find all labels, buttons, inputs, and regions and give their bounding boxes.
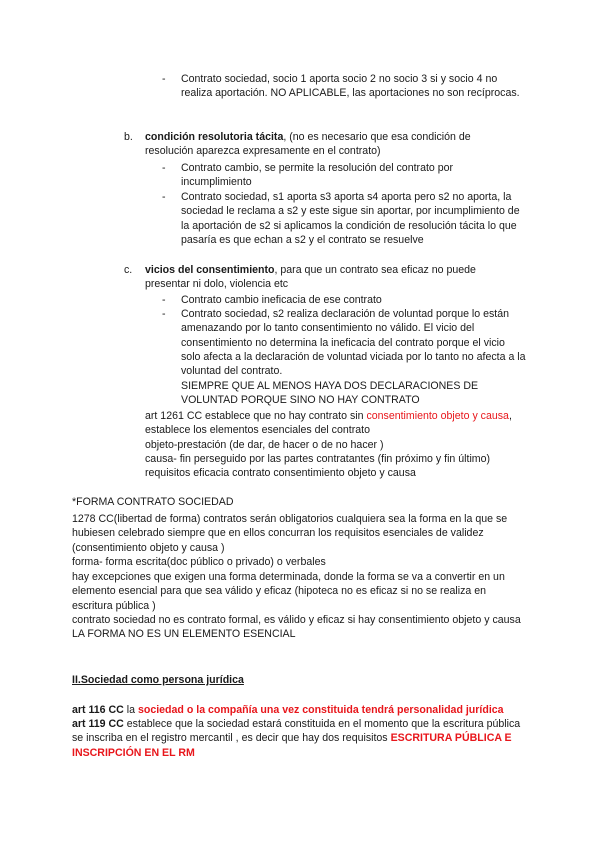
forma-p4-text: contrato sociedad no es contrato formal, es válido y eficaz si hay consentimiento objeto y causa LA FORMA NO ES UN ELEMENTO ESENCIAL [72, 614, 521, 641]
item-b-title: condición resolutoria tácita [145, 131, 284, 143]
list-item-c [124, 263, 497, 292]
bullet-dash: - [162, 191, 166, 203]
bullet-text: Contrato sociedad, socio 1 aporta socio 2 no socio 3 si y socio 4 no realiza aportación. NO APLICABLE, las aportaciones no son recíprocas. [181, 73, 520, 100]
bullet-text: Contrato sociedad, s2 realiza declaración de voluntad porque lo están amenazando por lo tanto consentimiento no válido. El vicio del consentimiento no determina la ineficacia del contrato porque el vicio solo afecta a la declaración de voluntad viciada por lo tanto no afecta a la voluntad del contrato. [181, 308, 526, 378]
forma-paragraph-excepciones [72, 570, 528, 613]
item-c-title: vicios del consentimiento [145, 264, 275, 276]
forma-heading [72, 495, 528, 509]
forma-p1-text: 1278 CC(libertad de forma) contratos serán obligatorios cualquiera sea la forma en la que se hubiesen celebrado siempre que en ellos concurran los requisitos esenciales de validez (consentimiento objeto y causa ) [72, 513, 508, 554]
bullet-dash: - [162, 162, 166, 174]
bullet-dash: - [162, 308, 166, 320]
art-1261-rest: , establece los elementos esenciales del contrato [145, 410, 512, 437]
objeto-text: objeto-prestación (de dar, de hacer o de no hacer ) [145, 439, 384, 451]
section-heading-text: II.Sociedad como persona jurídica [72, 674, 244, 686]
forma-p3-text: hay excepciones que exigen una forma determinada, donde la forma se va a convertir en un elemento esencial para que sea válido y eficaz (hipoteca no es eficaz si no se realiza en escritura pública ) [72, 571, 505, 612]
bullet-item [162, 190, 527, 247]
article-1261 [145, 409, 517, 438]
forma-heading-text: *FORMA CONTRATO SOCIEDAD [72, 496, 234, 508]
section-heading [72, 673, 528, 687]
list-item-b [124, 130, 517, 159]
art-116-label: art 116 CC [72, 704, 124, 716]
article-119 [72, 717, 528, 760]
article-116 [72, 703, 528, 717]
item-b-text: , (no es necesario que esa condición de resolución aparezca expresamente en el contrato) [145, 131, 471, 158]
bullet-text: Contrato sociedad, s1 aporta s3 aporta s4 aporta pero s2 no aporta, la sociedad le reclama a s2 y este sigue sin aportar, por incumplimiento de la aportación de s2 si aplicamos la condición de resolución tácita lo que pasaría es que echan a s2 y el contrato se resuelve [181, 191, 520, 246]
forma-p2-text: forma- forma escrita(doc público o privado) o verbales [72, 556, 326, 568]
list-marker-b: b. [124, 131, 133, 143]
bullet-item [162, 293, 521, 307]
art-119-text: establece que la sociedad estará constituida en el momento que la escritura pública se inscriba en el registro mercantil , es decir que hay dos requisitos [72, 718, 521, 745]
list-marker-c: c. [124, 264, 133, 276]
bullet-item [162, 72, 521, 101]
bullet-dash: - [162, 294, 166, 306]
forma-paragraph-tipos [72, 555, 528, 569]
art-1261-text: art 1261 CC establece que no hay contrato sin [145, 410, 367, 422]
bullet-item [162, 161, 521, 190]
art-116-highlight: sociedad o la compañía una vez constituida tendrá personalidad jurídica [137, 704, 504, 716]
item-c-text: , para que un contrato sea eficaz no puede presentar ni dolo, violencia etc [145, 264, 476, 291]
requisitos-text: requisitos eficacia contrato consentimiento objeto y causa [145, 467, 416, 479]
caps-note [181, 379, 527, 408]
forma-paragraph-sociedad [72, 613, 528, 642]
requisitos-line [145, 466, 535, 480]
forma-paragraph-1278 [72, 512, 528, 555]
bullet-dash: - [162, 73, 166, 85]
bullet-text: Contrato cambio ineficacia de ese contrato [181, 294, 382, 306]
art-116-mid: la [123, 704, 138, 716]
bullet-text: Contrato cambio, se permite la resolución del contrato por incumplimiento [181, 162, 454, 189]
causa-text: causa- fin perseguido por las partes contratantes (fin próximo y fin último) [145, 453, 491, 465]
caps-note-text: SIEMPRE QUE AL MENOS HAYA DOS DECLARACIONES DE VOLUNTAD PORQUE SINO NO HAY CONTRATO [181, 380, 479, 407]
objeto-line [145, 438, 525, 452]
art-1261-highlight: consentimiento objeto y causa [366, 410, 509, 422]
art-119-label: art 119 CC [72, 718, 124, 730]
art-119-highlight: ESCRITURA PÚBLICA E INSCRIPCIÓN EN EL RM [72, 732, 512, 759]
bullet-item [162, 307, 527, 378]
causa-line [145, 452, 535, 466]
